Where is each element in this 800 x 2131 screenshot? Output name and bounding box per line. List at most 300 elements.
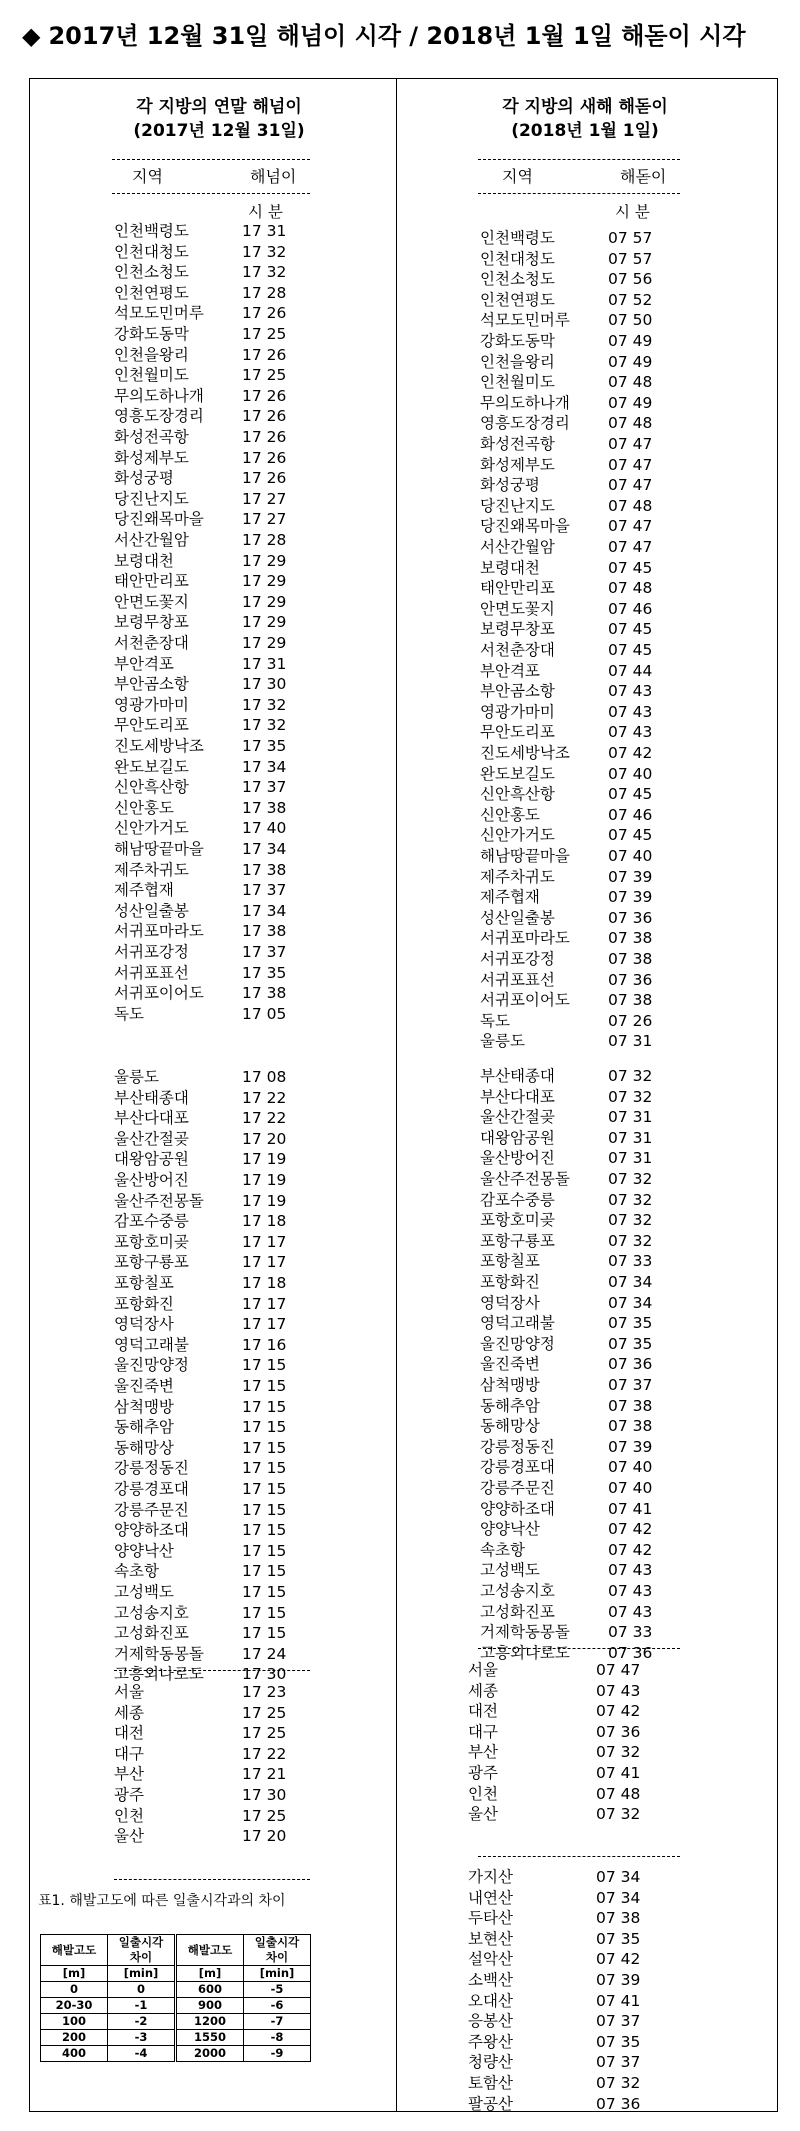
list-item — [114, 736, 286, 757]
location-name: 광주 — [114, 1786, 144, 1804]
list-item — [468, 2073, 640, 2094]
location-name: 울산 — [468, 1805, 498, 1824]
location-name: 영덕고래불 — [480, 1314, 555, 1333]
diamond-icon: ◆ — [22, 22, 41, 50]
list-item — [480, 1190, 652, 1211]
time-value: 17 25 — [242, 1724, 287, 1743]
time-value: 17 15 — [242, 1624, 287, 1643]
list-item — [468, 1701, 640, 1722]
divider-line — [478, 159, 680, 160]
time-value: 07 47 — [596, 1661, 641, 1679]
time-value: 07 43 — [608, 723, 653, 742]
list-item — [114, 303, 286, 324]
sunset-col-region: 지역 — [132, 167, 163, 186]
time-value: 07 46 — [608, 805, 653, 824]
list-item — [114, 1682, 286, 1703]
time-value: 07 32 — [608, 1067, 653, 1085]
location-name: 감포수중릉 — [114, 1212, 189, 1231]
list-item — [114, 571, 286, 592]
location-name: 무안도리포 — [114, 716, 189, 735]
divider-line — [478, 1648, 680, 1649]
list-item — [114, 1500, 286, 1521]
list-item — [480, 743, 652, 764]
list-item — [114, 489, 286, 510]
location-name: 신안가거도 — [114, 819, 189, 838]
time-value: 17 17 — [242, 1315, 287, 1334]
table-cell: 200 — [41, 2030, 108, 2046]
time-value: 07 34 — [596, 1868, 641, 1886]
location-name: 인천 — [114, 1806, 144, 1825]
location-name: 대구 — [468, 1722, 498, 1741]
table-row — [41, 2030, 311, 2046]
list-item — [480, 1581, 652, 1602]
location-name: 부산다대포 — [480, 1087, 555, 1106]
location-name: 울진망양정 — [480, 1334, 555, 1353]
location-name: 제주차귀도 — [114, 860, 189, 879]
list-item — [114, 1806, 286, 1827]
location-name: 부산태종대 — [114, 1088, 189, 1107]
time-value: 17 25 — [242, 1806, 287, 1825]
location-name: 인천월미도 — [480, 373, 555, 392]
location-name: 석모도민머루 — [114, 304, 204, 323]
location-name: 대왕암공원 — [480, 1128, 555, 1147]
time-value: 07 43 — [608, 1561, 653, 1580]
list-item — [114, 345, 286, 366]
list-item — [114, 1644, 286, 1665]
location-name: 서귀포강정 — [114, 943, 189, 961]
time-value: 07 32 — [608, 1190, 653, 1209]
altitude-table — [40, 1934, 311, 2062]
location-name: 완도보길도 — [114, 757, 189, 776]
time-value: 17 15 — [242, 1521, 287, 1540]
time-value: 17 19 — [242, 1191, 287, 1210]
table-cell: 100 — [41, 2014, 108, 2030]
time-value: 17 31 — [242, 222, 287, 240]
time-value: 07 39 — [608, 1437, 653, 1456]
time-value: 17 15 — [242, 1377, 287, 1395]
list-item — [114, 530, 286, 551]
location-name: 인천백령도 — [114, 222, 189, 240]
location-name: 대전 — [468, 1702, 498, 1721]
time-value: 17 31 — [242, 654, 287, 673]
divider-line — [114, 1879, 310, 1880]
list-item — [480, 1375, 652, 1396]
time-value: 07 50 — [608, 311, 653, 330]
table-cell: -4 — [108, 2046, 176, 2062]
location-name: 부산 — [468, 1743, 498, 1762]
table-cell: 400 — [41, 2046, 108, 2062]
location-name: 울산간절곶 — [480, 1108, 555, 1127]
location-name: 고성송지호 — [480, 1582, 555, 1600]
location-name: 양양하조대 — [480, 1499, 555, 1518]
time-value: 17 05 — [242, 1004, 287, 1023]
list-item — [480, 1272, 652, 1293]
location-name: 성산일출봉 — [480, 908, 555, 927]
location-name: 당진왜목마을 — [114, 510, 204, 529]
location-name: 양양낙산 — [114, 1541, 174, 1560]
time-value: 17 26 — [242, 407, 287, 426]
time-value: 07 34 — [608, 1293, 653, 1312]
location-name: 독도 — [114, 1004, 144, 1023]
time-value: 07 36 — [596, 2094, 641, 2113]
location-name: 울릉도 — [114, 1068, 159, 1086]
time-value: 17 15 — [242, 1418, 287, 1437]
list-item — [114, 262, 286, 283]
location-name: 포항구룡포 — [114, 1253, 189, 1272]
list-item — [114, 633, 286, 654]
list-item — [480, 1396, 652, 1417]
list-item — [480, 1602, 652, 1623]
table-cell: -6 — [244, 1998, 311, 2014]
list-item — [480, 1251, 652, 1272]
list-item — [468, 1784, 640, 1805]
list-item — [114, 1458, 286, 1479]
time-value: 17 18 — [242, 1274, 287, 1292]
location-name: 제주협재 — [480, 888, 540, 907]
sunset-unit: 시 분 — [248, 203, 283, 221]
list-item — [468, 1660, 640, 1681]
list-item — [480, 722, 652, 743]
time-value: 17 30 — [242, 675, 287, 694]
list-item — [480, 1499, 652, 1520]
time-value: 07 35 — [596, 2032, 641, 2051]
time-value: 17 18 — [242, 1212, 287, 1231]
sunrise-col-time: 해돋이 — [620, 167, 667, 186]
list-item — [480, 1011, 652, 1032]
time-value: 07 26 — [608, 1011, 653, 1030]
time-value: 07 32 — [596, 1743, 641, 1762]
list-item — [114, 1170, 286, 1191]
list-item — [480, 1354, 652, 1375]
list-item — [114, 1211, 286, 1232]
time-value: 17 27 — [242, 489, 287, 508]
time-value: 07 42 — [608, 1540, 653, 1559]
time-value: 07 31 — [608, 1108, 653, 1127]
table-cell: 1200 — [176, 2014, 244, 2030]
time-value: 17 26 — [242, 428, 287, 446]
location-name: 부안격포 — [480, 661, 540, 680]
location-name: 보령대천 — [114, 551, 174, 570]
location-name: 포항칠포 — [480, 1252, 540, 1271]
location-name: 영덕장사 — [114, 1315, 174, 1334]
list-item — [114, 1149, 286, 1170]
time-value: 07 34 — [608, 1273, 653, 1291]
list-item — [468, 1888, 640, 1909]
time-value: 07 48 — [596, 1784, 641, 1803]
location-name: 화성전곡항 — [114, 428, 189, 446]
table-cell: 2000 — [176, 2046, 244, 2062]
location-name: 울산주전몽돌 — [114, 1191, 204, 1210]
location-name: 화성궁평 — [480, 476, 540, 495]
list-item — [114, 612, 286, 633]
location-name: 삼척맹방 — [480, 1376, 540, 1394]
time-value: 17 15 — [242, 1438, 287, 1457]
time-value: 07 35 — [608, 1314, 653, 1333]
list-item — [114, 777, 286, 798]
location-name: 서귀포강정 — [480, 950, 555, 968]
time-value: 07 32 — [596, 2074, 641, 2092]
location-name: 화성제부도 — [114, 448, 189, 467]
list-item — [114, 983, 286, 1004]
time-value: 07 41 — [608, 1499, 653, 1518]
location-name: 청량산 — [468, 2053, 513, 2072]
table-cell: -3 — [108, 2030, 176, 2046]
list-item — [114, 1088, 286, 1109]
location-name: 서산간월암 — [114, 531, 189, 549]
time-value: 07 37 — [608, 1376, 653, 1394]
time-value: 17 35 — [242, 963, 287, 982]
sunset-date: (2017년 12월 31일) — [133, 121, 305, 141]
location-name: 강릉정동진 — [480, 1437, 555, 1456]
time-value: 07 33 — [608, 1252, 653, 1271]
time-value: 17 25 — [242, 325, 287, 343]
location-name: 강릉주문진 — [114, 1500, 189, 1519]
location-name: 서귀포마라도 — [114, 922, 204, 941]
time-value: 17 08 — [242, 1068, 287, 1086]
list-item — [480, 537, 652, 558]
time-value: 07 48 — [608, 414, 653, 433]
time-value: 07 38 — [608, 1396, 653, 1415]
time-value: 07 36 — [608, 970, 653, 989]
time-value: 07 42 — [596, 1702, 641, 1721]
location-name: 인천 — [468, 1784, 498, 1803]
list-item — [480, 434, 652, 455]
location-name: 독도 — [480, 1011, 510, 1030]
list-item — [480, 1107, 652, 1128]
time-value: 17 37 — [242, 943, 287, 961]
list-item — [114, 1355, 286, 1376]
list-item — [480, 1519, 652, 1540]
list-item — [480, 1210, 652, 1231]
table1-caption: 표1. 해발고도에 따른 일출시각과의 차이 — [38, 1893, 286, 1909]
list-item — [480, 331, 652, 352]
location-name: 성산일출봉 — [114, 901, 189, 920]
time-value: 17 37 — [242, 778, 287, 797]
list-item — [114, 283, 286, 304]
list-item — [114, 1479, 286, 1500]
time-value: 17 29 — [242, 592, 287, 611]
list-item — [114, 1376, 286, 1397]
time-value: 07 40 — [608, 847, 653, 865]
list-item — [114, 901, 286, 922]
time-value: 07 38 — [608, 950, 653, 968]
location-name: 안면도꽃지 — [114, 592, 189, 611]
time-value: 17 17 — [242, 1294, 287, 1313]
location-name: 대왕암공원 — [114, 1150, 189, 1169]
time-value: 07 48 — [608, 373, 653, 392]
list-item — [114, 468, 286, 489]
list-item — [114, 1232, 286, 1253]
location-name: 진도세방낙조 — [480, 744, 570, 762]
location-name: 고성화진포 — [114, 1624, 189, 1643]
list-item — [480, 867, 652, 888]
sunrise-title: 각 지방의 새해 해돋이 — [502, 97, 668, 117]
location-name: 인천소청도 — [114, 263, 189, 282]
list-item — [114, 1603, 286, 1624]
location-name: 동해추암 — [114, 1418, 174, 1437]
location-name: 서천춘장대 — [480, 641, 555, 659]
list-item — [468, 2052, 640, 2073]
location-name: 광주 — [468, 1764, 498, 1782]
list-item — [480, 970, 652, 991]
time-value: 17 26 — [242, 345, 287, 364]
list-item — [468, 1949, 640, 1970]
time-value: 07 52 — [608, 290, 653, 309]
page-title — [22, 16, 746, 56]
time-value: 07 43 — [608, 1582, 653, 1600]
location-name: 영덕장사 — [480, 1293, 540, 1312]
table1-unit: [min] — [244, 1966, 311, 1982]
list-item — [114, 1273, 286, 1294]
list-item — [480, 1457, 652, 1478]
list-item — [114, 860, 286, 881]
list-item — [480, 1231, 652, 1252]
location-name: 두타산 — [468, 1909, 513, 1928]
time-value: 07 46 — [608, 599, 653, 618]
location-name: 화성제부도 — [480, 455, 555, 474]
time-value: 17 15 — [242, 1480, 287, 1498]
time-value: 07 38 — [608, 1417, 653, 1436]
time-value: 17 15 — [242, 1500, 287, 1519]
list-item — [114, 509, 286, 530]
table-cell: 0 — [41, 1982, 108, 1998]
sunrise-unit: 시 분 — [615, 203, 650, 221]
list-item — [468, 2032, 640, 2053]
time-value: 07 45 — [608, 641, 653, 659]
location-name: 삼척맹방 — [114, 1397, 174, 1416]
time-value: 17 29 — [242, 634, 287, 652]
location-name: 서천춘장대 — [114, 634, 189, 652]
time-value: 17 38 — [242, 922, 287, 941]
list-item — [114, 1397, 286, 1418]
location-name: 동해망상 — [480, 1417, 540, 1436]
time-value: 17 20 — [242, 1129, 287, 1148]
location-name: 오대산 — [468, 1991, 513, 2010]
time-value: 07 47 — [608, 455, 653, 474]
location-name: 보령무창포 — [114, 613, 189, 632]
location-name: 당진난지도 — [480, 496, 555, 515]
list-item — [468, 2094, 640, 2115]
table-cell: -2 — [108, 2014, 176, 2030]
time-value: 07 43 — [608, 682, 653, 701]
table-row — [41, 2046, 311, 2062]
time-value: 07 33 — [608, 1623, 653, 1642]
list-item — [114, 1438, 286, 1459]
location-name: 대구 — [114, 1744, 144, 1763]
list-item — [480, 764, 652, 785]
table-cell: -7 — [244, 2014, 311, 2030]
table-row — [41, 1982, 311, 1998]
location-name: 강화도동막 — [114, 325, 189, 343]
list-item — [480, 784, 652, 805]
time-value: 17 32 — [242, 242, 287, 261]
list-item — [480, 228, 652, 249]
time-value: 17 38 — [242, 860, 287, 879]
time-value: 07 44 — [608, 661, 653, 680]
time-value: 07 36 — [608, 908, 653, 927]
time-value: 07 45 — [608, 620, 653, 639]
location-name: 서울 — [114, 1683, 144, 1701]
location-name: 고성송지호 — [114, 1603, 189, 1622]
location-name: 울산방어진 — [480, 1149, 555, 1168]
list-item — [480, 990, 652, 1011]
location-name: 보령무창포 — [480, 620, 555, 639]
location-name: 제주협재 — [114, 881, 174, 900]
list-item — [480, 578, 652, 599]
table-row — [41, 2014, 311, 2030]
list-item — [114, 818, 286, 839]
location-name: 고성화진포 — [480, 1602, 555, 1621]
location-name: 고흥외나로도 — [480, 1643, 570, 1662]
time-value: 07 47 — [608, 538, 653, 556]
sunset-col-time: 해넘이 — [250, 167, 297, 186]
list-item — [114, 427, 286, 448]
time-value: 07 32 — [608, 1170, 653, 1188]
list-item — [468, 2011, 640, 2032]
location-name: 인천을왕리 — [114, 345, 189, 364]
location-name: 인천소청도 — [480, 270, 555, 289]
location-name: 울진죽변 — [480, 1355, 540, 1374]
list-item — [114, 406, 286, 427]
time-value: 07 47 — [608, 435, 653, 453]
divider-line — [112, 193, 310, 194]
table1-unit: [m] — [176, 1966, 244, 1982]
time-value: 07 56 — [608, 270, 653, 289]
list-item — [114, 1129, 286, 1150]
table1-unit: [m] — [41, 1966, 108, 1982]
location-name: 거제학동몽돌 — [480, 1623, 570, 1642]
list-item — [480, 496, 652, 517]
location-name: 울진망양정 — [114, 1356, 189, 1375]
list-item — [114, 1108, 286, 1129]
location-name: 영광가마미 — [480, 702, 555, 721]
list-item — [114, 654, 286, 675]
location-name: 석모도민머루 — [480, 311, 570, 330]
list-item — [114, 324, 286, 345]
location-name: 포항화진 — [114, 1294, 174, 1313]
location-name: 당진왜목마을 — [480, 517, 570, 536]
time-value: 07 35 — [596, 1929, 641, 1948]
location-name: 인천월미도 — [114, 366, 189, 385]
time-value: 17 17 — [242, 1232, 287, 1251]
time-value: 17 25 — [242, 366, 287, 385]
list-item — [114, 1703, 286, 1724]
list-item — [480, 1560, 652, 1581]
sunrise-date: (2018년 1월 1일) — [511, 121, 659, 141]
time-value: 17 30 — [242, 1786, 287, 1804]
time-value: 17 19 — [242, 1171, 287, 1189]
list-item — [480, 1128, 652, 1149]
list-item — [480, 1416, 652, 1437]
location-name: 인천연평도 — [114, 283, 189, 302]
list-item — [480, 1169, 652, 1190]
sunset-title: 각 지방의 연말 해넘이 — [136, 97, 302, 117]
location-name: 영덕고래불 — [114, 1335, 189, 1354]
list-item — [114, 880, 286, 901]
divider-line — [478, 1856, 680, 1857]
time-value: 17 29 — [242, 572, 287, 591]
location-name: 인천연평도 — [480, 290, 555, 309]
time-value: 07 37 — [596, 2053, 641, 2072]
list-item — [114, 386, 286, 407]
location-name: 속초항 — [114, 1562, 159, 1581]
table1-header-altitude: 해발고도 — [176, 1935, 244, 1966]
location-name: 서귀포표선 — [114, 963, 189, 982]
location-name: 주왕산 — [468, 2032, 513, 2051]
table1-header-diff: 일출시각 차이 — [244, 1935, 311, 1966]
location-name: 강릉주문진 — [480, 1479, 555, 1497]
time-value: 07 49 — [608, 332, 653, 350]
